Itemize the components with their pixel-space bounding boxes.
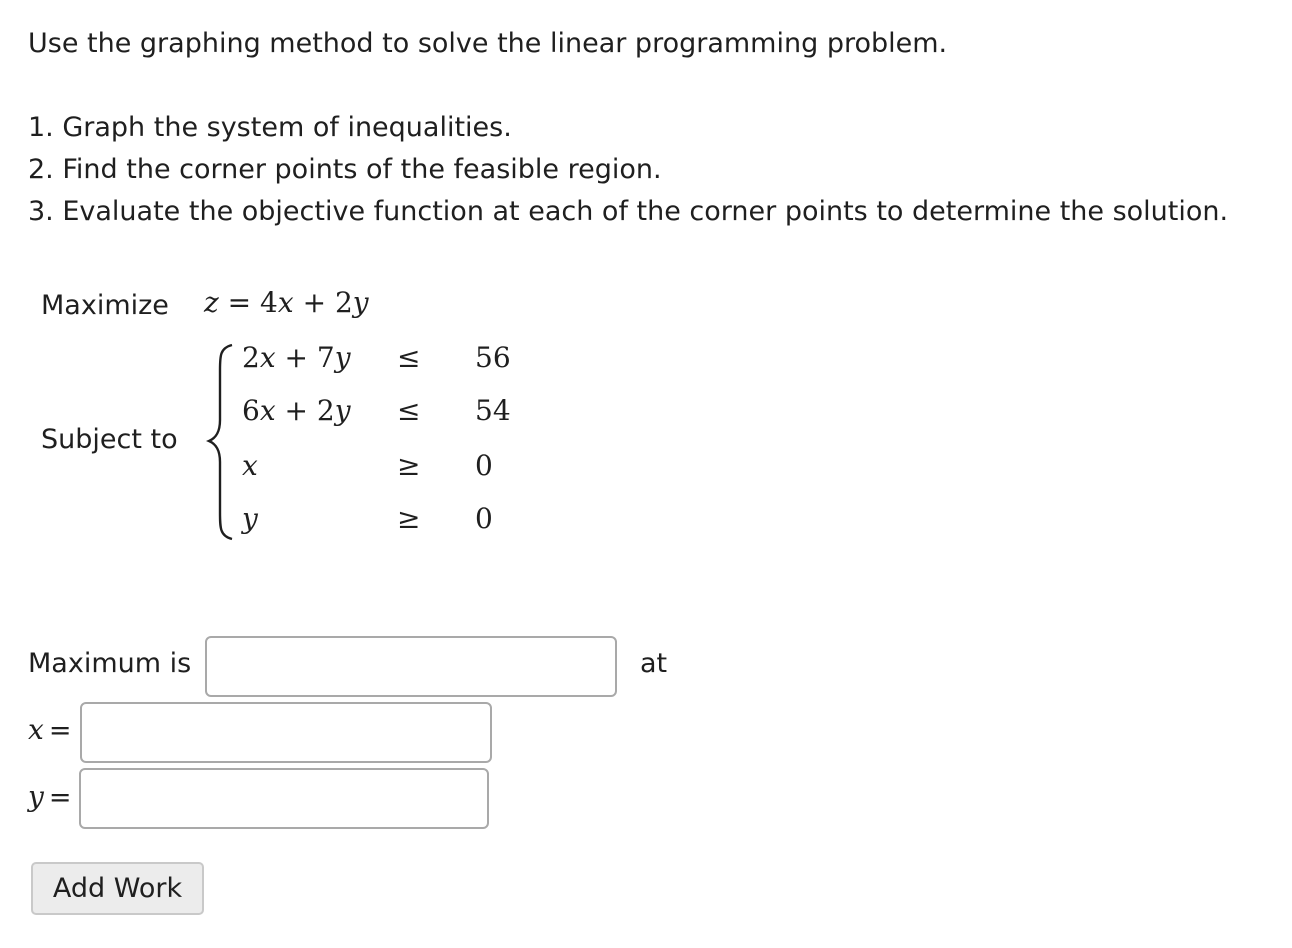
x-answer-label (28, 713, 72, 748)
constraint-3-sign: ≥ (397, 449, 421, 482)
instruction-step-1: 1. Graph the system of inequalities. (28, 112, 512, 143)
y-value-input[interactable] (79, 768, 489, 829)
x-equals: = (48, 715, 72, 746)
objective-plus: + (302, 286, 327, 319)
maximum-label: Maximum is (28, 648, 192, 679)
constraint-4-var: y (242, 502, 258, 535)
constraint-1-plus: + (284, 341, 308, 374)
y-equals: = (48, 782, 72, 813)
at-label: at (640, 648, 668, 679)
constraint-4-rhs: 0 (475, 502, 493, 535)
objective-equals: = (227, 286, 252, 319)
instruction-step-3: 3. Evaluate the objective function at each of the corner points to determine the solution. (28, 196, 1229, 227)
objective-function (204, 286, 369, 320)
objective-var: z (204, 286, 219, 319)
constraint-2-coef-x: 6 (242, 394, 260, 427)
y-var-label: y (28, 780, 44, 813)
constraint-2-plus: + (284, 394, 308, 427)
maximum-value-input[interactable] (205, 636, 617, 697)
constraint-1-x: x (259, 341, 276, 374)
constraint-2-sign: ≤ (397, 394, 421, 427)
instruction-step-2: 2. Find the corner points of the feasible region. (28, 154, 662, 185)
add-work-button[interactable]: Add Work (31, 862, 204, 915)
objective-y: y (352, 286, 369, 319)
constraint-1-sign: ≤ (397, 341, 421, 374)
instruction-title: Use the graphing method to solve the linear programming problem. (28, 28, 948, 59)
x-var-label: x (28, 713, 44, 746)
constraint-1-coef-y: 7 (316, 341, 335, 374)
maximize-label: Maximize (41, 290, 169, 321)
constraint-2-x: x (259, 394, 276, 427)
constraint-2-y: y (334, 394, 351, 427)
constraint-4-sign: ≥ (397, 502, 421, 535)
constraint-1-rhs: 56 (475, 341, 511, 374)
objective-coef-y: 2 (334, 286, 353, 319)
objective-coef-x: 4 (260, 286, 278, 319)
x-value-input[interactable] (80, 702, 492, 763)
constraint-brace (206, 342, 238, 542)
y-answer-label (28, 780, 72, 815)
constraint-1-coef-x: 2 (242, 341, 260, 374)
constraint-2-rhs: 54 (475, 394, 511, 427)
subject-to-label: Subject to (41, 424, 178, 455)
constraint-1-lhs (242, 341, 351, 375)
constraint-1-y: y (334, 341, 351, 374)
constraint-2-lhs (242, 394, 351, 428)
constraint-3-var: x (242, 449, 258, 482)
objective-x: x (277, 286, 294, 319)
constraint-2-coef-y: 2 (316, 394, 335, 427)
constraint-3-rhs: 0 (475, 449, 493, 482)
